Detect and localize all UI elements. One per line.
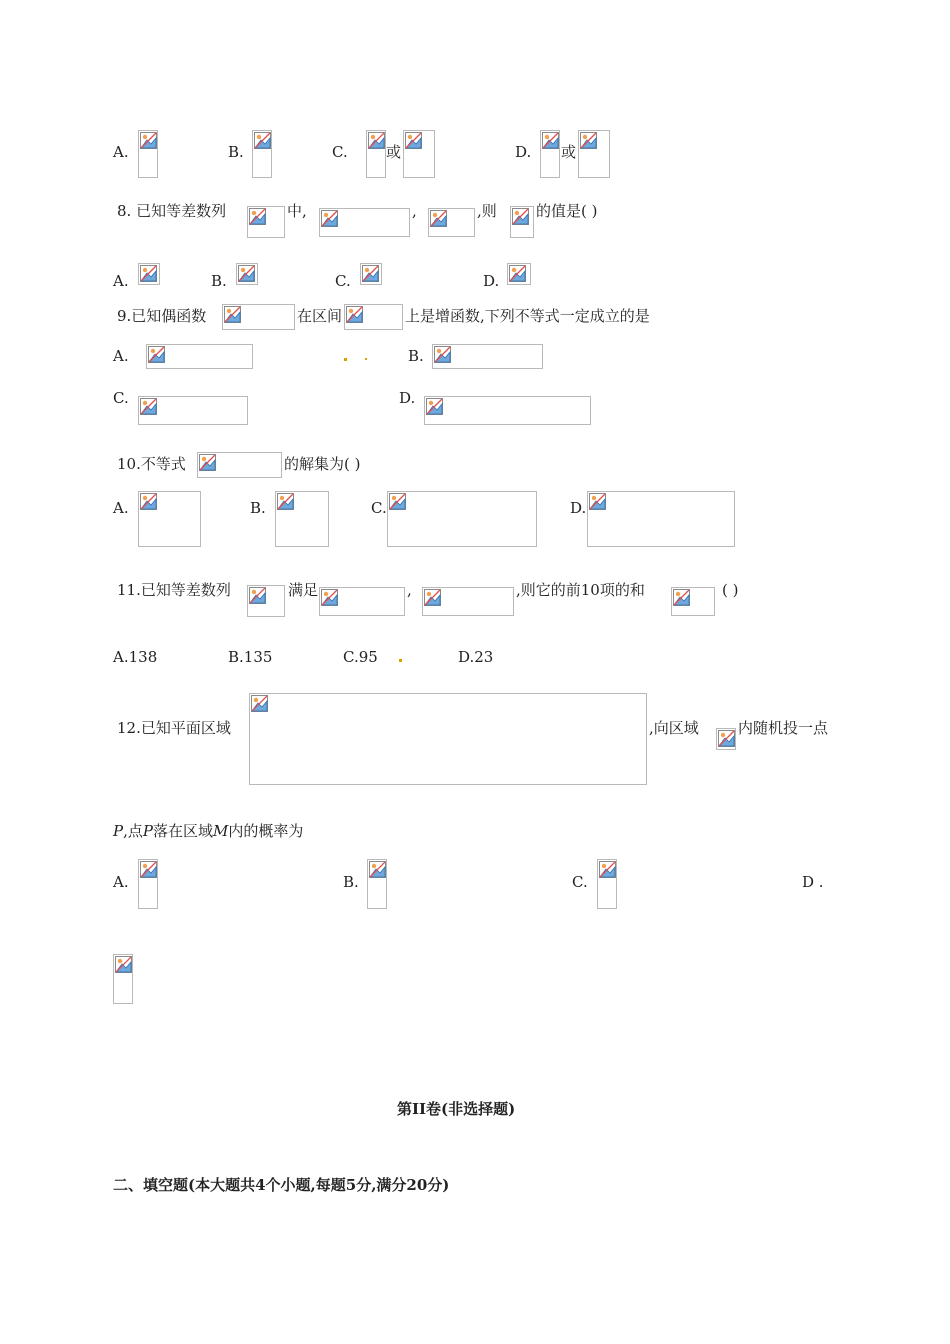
q11-stem-mid: 满足 bbox=[288, 581, 319, 599]
section-title: 第II卷(非选择题) bbox=[397, 1100, 516, 1118]
q7-option-d-label: D. bbox=[515, 143, 532, 161]
broken-image-icon bbox=[424, 396, 591, 425]
variable-m: M bbox=[212, 822, 229, 840]
q7-option-c-label: C. bbox=[332, 143, 348, 161]
broken-image-icon bbox=[422, 587, 514, 616]
broken-image-icon bbox=[252, 130, 272, 178]
q8-stem-then: ,则 bbox=[477, 202, 497, 220]
q12-stem-end: 内随机投一点 bbox=[738, 719, 829, 737]
q12-stem-line2 bbox=[113, 822, 303, 840]
q10-stem-start: 10.不等式 bbox=[117, 455, 186, 473]
broken-image-icon bbox=[432, 344, 543, 369]
q9-stem-start: 9.已知偶函数 bbox=[117, 307, 207, 325]
broken-image-icon bbox=[249, 693, 647, 785]
broken-image-icon bbox=[113, 954, 133, 1004]
broken-image-icon bbox=[138, 491, 201, 547]
q8-stem-start: 8. 已知等差数列 bbox=[117, 202, 227, 220]
broken-image-icon bbox=[367, 859, 387, 909]
q12-option-d-label: D . bbox=[802, 873, 824, 891]
q12-option-a-label: A. bbox=[113, 873, 129, 891]
broken-image-icon bbox=[597, 859, 617, 909]
broken-image-icon bbox=[247, 206, 285, 238]
q12-option-b-label: B. bbox=[343, 873, 359, 891]
q9-option-a-label: A. bbox=[113, 347, 129, 365]
q8-option-d-label: D. bbox=[483, 272, 500, 290]
q11-option-d: D.23 bbox=[458, 648, 494, 666]
q7-option-a-label: A. bbox=[113, 143, 129, 161]
broken-image-icon bbox=[319, 587, 405, 616]
broken-image-icon bbox=[507, 263, 531, 285]
q10-option-b-label: B. bbox=[250, 499, 266, 517]
q11-option-b: B.135 bbox=[228, 648, 273, 666]
broken-image-icon bbox=[578, 130, 610, 178]
broken-image-icon bbox=[236, 263, 258, 285]
broken-image-icon bbox=[344, 304, 403, 330]
broken-image-icon bbox=[146, 344, 253, 369]
broken-image-icon bbox=[428, 208, 475, 237]
q9-option-c-label: C. bbox=[113, 389, 129, 407]
q10-option-d-label: D. bbox=[570, 499, 587, 517]
q7-option-b-label: B. bbox=[228, 143, 244, 161]
broken-image-icon bbox=[403, 130, 435, 178]
variable-p: P bbox=[142, 822, 153, 840]
broken-image-icon bbox=[671, 587, 715, 616]
broken-image-icon bbox=[138, 263, 160, 285]
q12-option-c-label: C. bbox=[572, 873, 588, 891]
q11-stem-start: 11.已知等差数列 bbox=[117, 581, 231, 599]
q11-stem-paren: ( ) bbox=[722, 581, 739, 599]
variable-p: P bbox=[113, 822, 124, 840]
broken-image-icon bbox=[138, 396, 248, 425]
fill-in-heading: 二、填空题(本大题共4个小题,每题5分,满分20分) bbox=[113, 1176, 450, 1194]
broken-image-icon bbox=[716, 728, 736, 750]
q10-option-c-label: C. bbox=[371, 499, 387, 517]
q8-option-c-label: C. bbox=[335, 272, 351, 290]
broken-image-icon bbox=[319, 208, 410, 237]
q12-stem-mid: ,向区域 bbox=[649, 719, 699, 737]
q8-option-b-label: B. bbox=[211, 272, 227, 290]
q9-stem-end: 上是增函数,下列不等式一定成立的是 bbox=[405, 307, 650, 325]
broken-image-icon bbox=[510, 206, 534, 238]
q12-line2-text-a: ,点 bbox=[123, 822, 143, 840]
broken-image-icon bbox=[138, 859, 158, 909]
q11-option-c: C.95 bbox=[343, 648, 378, 666]
yellow-dot-mark bbox=[344, 358, 347, 361]
q10-option-a-label: A. bbox=[113, 499, 129, 517]
q11-stem-end: ,则它的前10项的和 bbox=[516, 581, 645, 599]
q7-option-d-or: 或 bbox=[561, 143, 577, 161]
q9-option-b-label: B. bbox=[408, 347, 424, 365]
q8-stem-mid: 中, bbox=[287, 202, 307, 220]
q9-stem-mid: 在区间 bbox=[297, 307, 343, 325]
q8-option-a-label: A. bbox=[113, 272, 129, 290]
broken-image-icon bbox=[387, 491, 537, 547]
broken-image-icon bbox=[587, 491, 735, 547]
q7-option-c-or: 或 bbox=[386, 143, 402, 161]
broken-image-icon bbox=[138, 130, 158, 178]
broken-image-icon bbox=[366, 130, 386, 178]
broken-image-icon bbox=[197, 452, 282, 478]
broken-image-icon bbox=[222, 304, 295, 330]
broken-image-icon bbox=[360, 263, 382, 285]
q12-line2-text-c: 内的概率为 bbox=[228, 822, 304, 840]
broken-image-icon bbox=[275, 491, 329, 547]
yellow-dot-mark bbox=[399, 659, 402, 662]
q10-stem-end: 的解集为( ) bbox=[284, 455, 361, 473]
q8-stem-comma: , bbox=[412, 202, 417, 220]
q8-stem-end: 的值是( ) bbox=[536, 202, 598, 220]
broken-image-icon bbox=[540, 130, 560, 178]
yellow-dot-mark bbox=[365, 358, 367, 360]
q11-stem-comma: , bbox=[407, 581, 412, 599]
q11-option-a: A.138 bbox=[113, 648, 158, 666]
q12-line2-text-b: 落在区域 bbox=[152, 822, 213, 840]
broken-image-icon bbox=[247, 585, 285, 617]
q9-option-d-label: D. bbox=[399, 389, 416, 407]
q12-stem-start: 12.已知平面区域 bbox=[117, 719, 231, 737]
